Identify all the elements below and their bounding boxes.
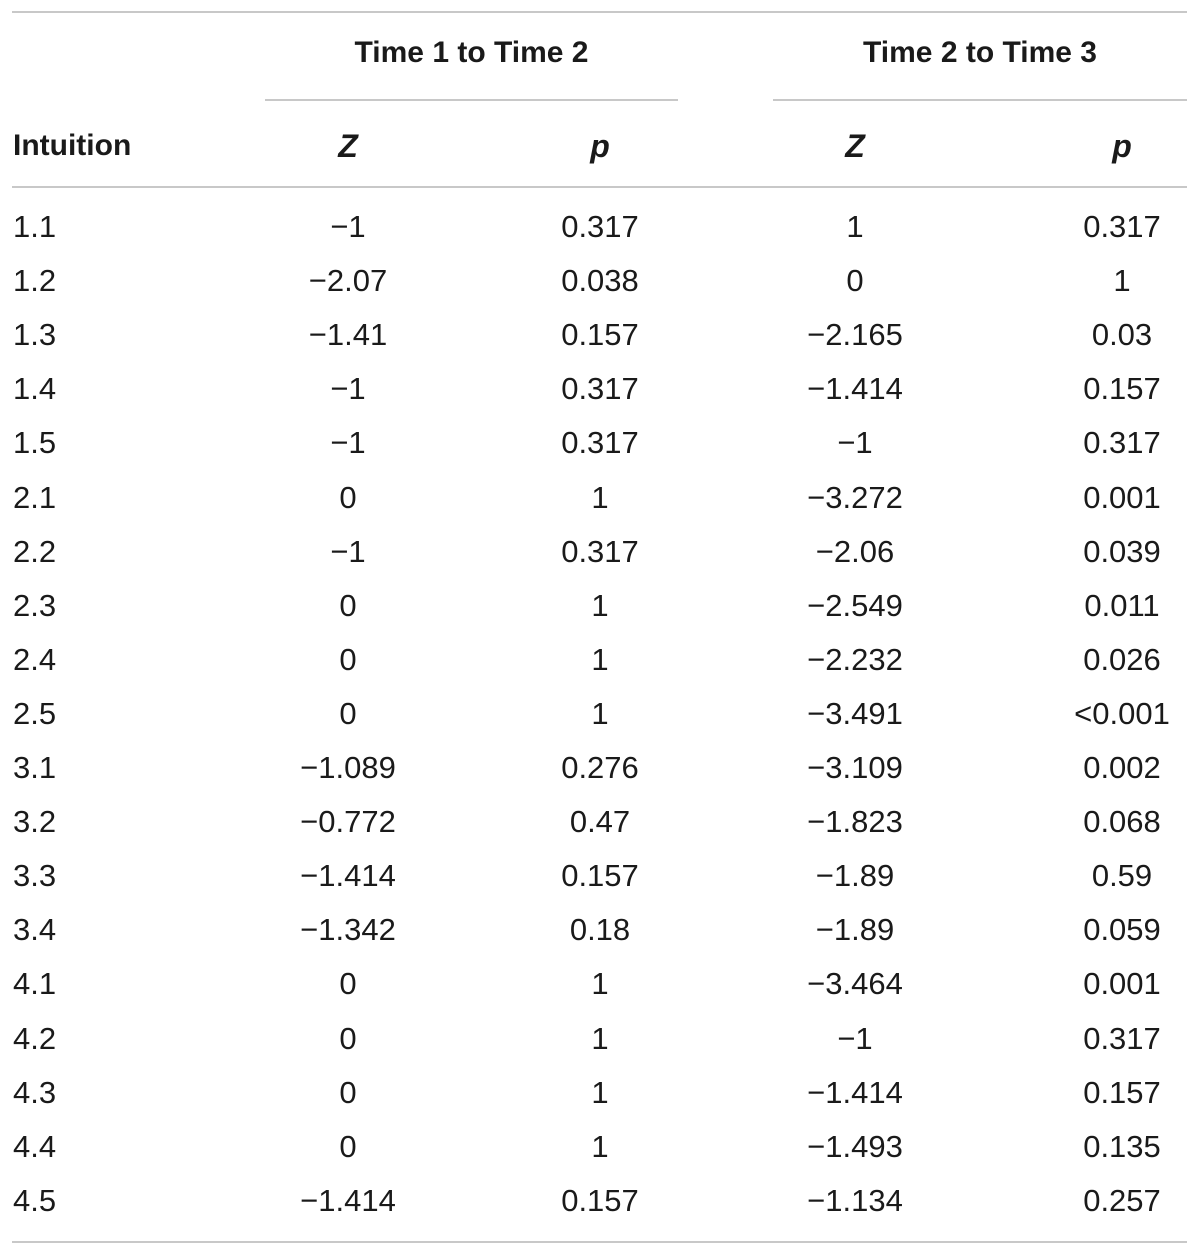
cell-intuition: 2.3 bbox=[13, 588, 57, 623]
cell-z-time2-3: −1.414 bbox=[807, 371, 903, 406]
cell-z-time1-2: 0 bbox=[339, 588, 357, 623]
cell-intuition: 4.1 bbox=[13, 966, 57, 1001]
cell-p-time2-3: 0.157 bbox=[1083, 1075, 1161, 1110]
cell-p-time2-3: 0.011 bbox=[1084, 588, 1160, 623]
cell-intuition: 3.4 bbox=[13, 912, 57, 947]
cell-z-time1-2: 0 bbox=[339, 480, 357, 515]
cell-p-time2-3: 0.59 bbox=[1091, 858, 1153, 893]
cell-z-time1-2: −1 bbox=[330, 534, 366, 569]
cell-p-time2-3: 1 bbox=[1113, 263, 1131, 298]
cell-z-time1-2: 0 bbox=[339, 966, 357, 1001]
cell-p-time1-2: 0.157 bbox=[561, 1183, 639, 1218]
cell-z-time2-3: 0 bbox=[846, 263, 864, 298]
col-header-z1: Z bbox=[338, 128, 358, 164]
cell-z-time2-3: −1.134 bbox=[807, 1183, 903, 1218]
cell-p-time2-3: 0.039 bbox=[1083, 534, 1161, 569]
cell-p-time2-3: 0.03 bbox=[1091, 317, 1153, 352]
cell-p-time2-3: <0.001 bbox=[1074, 696, 1170, 731]
cell-p-time1-2: 1 bbox=[591, 1021, 609, 1056]
top-rule bbox=[12, 11, 1187, 13]
cell-z-time1-2: 0 bbox=[339, 696, 357, 731]
group2-title: Time 2 to Time 3 bbox=[863, 36, 1097, 69]
cell-intuition: 1.5 bbox=[13, 425, 57, 460]
cell-p-time1-2: 1 bbox=[591, 1129, 609, 1164]
cell-p-time1-2: 0.276 bbox=[561, 750, 639, 785]
cell-z-time2-3: −3.491 bbox=[807, 696, 903, 731]
cell-z-time1-2: 0 bbox=[339, 1021, 357, 1056]
cell-intuition: 2.5 bbox=[13, 696, 57, 731]
cell-p-time1-2: 1 bbox=[591, 1075, 609, 1110]
col-header-p1: p bbox=[590, 128, 610, 164]
cell-z-time1-2: 0 bbox=[339, 1129, 357, 1164]
cell-intuition: 4.3 bbox=[13, 1075, 57, 1110]
bottom-rule bbox=[12, 1241, 1187, 1243]
cell-p-time2-3: 0.001 bbox=[1083, 480, 1161, 515]
cell-p-time1-2: 0.317 bbox=[561, 425, 639, 460]
cell-intuition: 4.4 bbox=[13, 1129, 57, 1164]
cell-z-time2-3: −1.414 bbox=[807, 1075, 903, 1110]
cell-p-time1-2: 0.038 bbox=[561, 263, 639, 298]
cell-z-time1-2: 0 bbox=[339, 642, 357, 677]
cell-intuition: 3.3 bbox=[13, 858, 57, 893]
cell-intuition: 4.2 bbox=[13, 1021, 57, 1056]
cell-p-time2-3: 0.257 bbox=[1083, 1183, 1161, 1218]
cell-intuition: 1.3 bbox=[13, 317, 57, 352]
cell-p-time1-2: 1 bbox=[591, 480, 609, 515]
cell-p-time1-2: 0.317 bbox=[561, 209, 639, 244]
cell-z-time2-3: −2.06 bbox=[815, 534, 895, 569]
cell-z-time1-2: −1.41 bbox=[308, 317, 388, 352]
group1-title: Time 1 to Time 2 bbox=[354, 36, 589, 69]
cell-p-time2-3: 0.001 bbox=[1083, 966, 1161, 1001]
cell-p-time2-3: 0.317 bbox=[1083, 425, 1161, 460]
cell-z-time1-2: −1.414 bbox=[300, 858, 396, 893]
cell-z-time2-3: −1.89 bbox=[815, 912, 895, 947]
cell-intuition: 2.4 bbox=[13, 642, 57, 677]
col-header-p2: p bbox=[1112, 128, 1132, 164]
col-header-intuition: Intuition bbox=[13, 129, 132, 162]
cell-intuition: 4.5 bbox=[13, 1183, 57, 1218]
cell-p-time1-2: 0.317 bbox=[561, 371, 639, 406]
cell-z-time2-3: −2.165 bbox=[807, 317, 903, 352]
cell-z-time2-3: −3.464 bbox=[807, 966, 903, 1001]
cell-p-time2-3: 0.317 bbox=[1083, 209, 1161, 244]
cell-z-time2-3: −2.232 bbox=[807, 642, 903, 677]
cell-p-time2-3: 0.317 bbox=[1083, 1021, 1161, 1056]
cell-z-time1-2: −1.089 bbox=[300, 750, 396, 785]
cell-intuition: 1.4 bbox=[13, 371, 57, 406]
cell-intuition: 3.2 bbox=[13, 804, 57, 839]
cell-p-time2-3: 0.002 bbox=[1083, 750, 1161, 785]
cell-z-time2-3: −1 bbox=[837, 425, 873, 460]
cell-z-time1-2: −1 bbox=[330, 371, 366, 406]
cell-z-time2-3: −3.272 bbox=[807, 480, 903, 515]
cell-p-time1-2: 0.157 bbox=[561, 317, 639, 352]
cell-z-time1-2: −1 bbox=[330, 425, 366, 460]
cell-p-time1-2: 1 bbox=[591, 966, 609, 1001]
cell-p-time1-2: 0.157 bbox=[561, 858, 639, 893]
col-header-z2: Z bbox=[845, 128, 865, 164]
group1-underline bbox=[265, 99, 678, 101]
cell-intuition: 2.2 bbox=[13, 534, 57, 569]
cell-intuition: 1.2 bbox=[13, 263, 57, 298]
cell-z-time1-2: 0 bbox=[339, 1075, 357, 1110]
cell-p-time2-3: 0.068 bbox=[1083, 804, 1161, 839]
header-rule bbox=[12, 186, 1187, 188]
cell-p-time2-3: 0.157 bbox=[1083, 371, 1161, 406]
cell-z-time1-2: −1.414 bbox=[300, 1183, 396, 1218]
cell-intuition: 1.1 bbox=[13, 209, 57, 244]
cell-z-time1-2: −2.07 bbox=[308, 263, 388, 298]
cell-z-time2-3: −2.549 bbox=[807, 588, 903, 623]
cell-p-time2-3: 0.059 bbox=[1083, 912, 1161, 947]
cell-z-time1-2: −0.772 bbox=[300, 804, 396, 839]
cell-p-time1-2: 1 bbox=[591, 696, 609, 731]
cell-p-time1-2: 1 bbox=[591, 642, 609, 677]
cell-z-time2-3: −1 bbox=[837, 1021, 873, 1056]
group2-underline bbox=[773, 99, 1187, 101]
cell-p-time1-2: 1 bbox=[591, 588, 609, 623]
cell-p-time1-2: 0.317 bbox=[561, 534, 639, 569]
cell-p-time1-2: 0.18 bbox=[569, 912, 631, 947]
cell-intuition: 2.1 bbox=[13, 480, 57, 515]
cell-z-time1-2: −1 bbox=[330, 209, 366, 244]
cell-p-time2-3: 0.026 bbox=[1083, 642, 1161, 677]
cell-z-time1-2: −1.342 bbox=[300, 912, 396, 947]
cell-z-time2-3: −1.823 bbox=[807, 804, 903, 839]
cell-z-time2-3: −3.109 bbox=[807, 750, 903, 785]
cell-z-time2-3: 1 bbox=[846, 209, 864, 244]
cell-intuition: 3.1 bbox=[13, 750, 57, 785]
cell-z-time2-3: −1.89 bbox=[815, 858, 895, 893]
cell-z-time2-3: −1.493 bbox=[807, 1129, 903, 1164]
cell-p-time2-3: 0.135 bbox=[1083, 1129, 1161, 1164]
cell-p-time1-2: 0.47 bbox=[569, 804, 631, 839]
